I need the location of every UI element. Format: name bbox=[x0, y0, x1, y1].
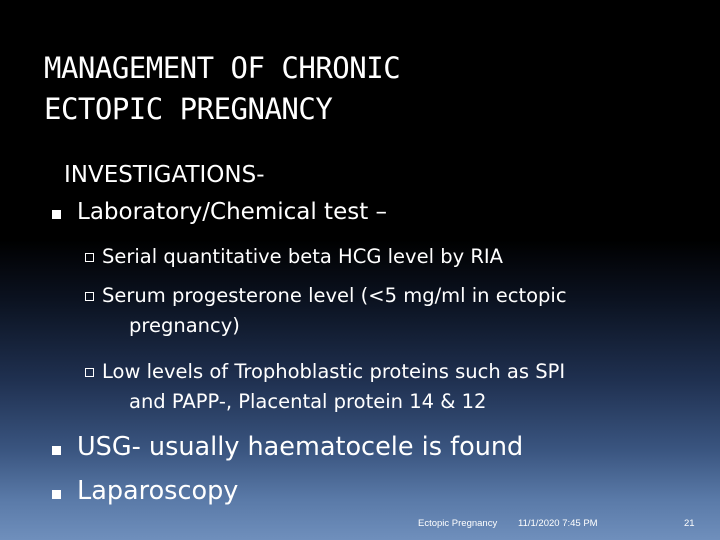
sub-bullet-trophoblastic-continued: and PAPP-, Placental protein 14 & 12 bbox=[129, 390, 487, 413]
hollow-square-icon bbox=[85, 253, 94, 262]
sub-bullet-trophoblastic: Low levels of Trophoblastic proteins such as SPI bbox=[102, 360, 566, 383]
title-line-1: MANAGEMENT OF CHRONIC bbox=[44, 51, 401, 85]
sub-bullet-progesterone: Serum progesterone level (<5 mg/ml in ectopic bbox=[102, 284, 567, 307]
bullet-laparoscopy: Laparoscopy bbox=[77, 476, 239, 506]
title-line-2: ECTOPIC PREGNANCY bbox=[44, 92, 333, 126]
footer-page-number: 21 bbox=[684, 518, 695, 529]
hollow-square-icon bbox=[85, 292, 94, 301]
footer-date: 11/1/2020 7:45 PM bbox=[518, 518, 598, 529]
footer-title: Ectopic Pregnancy bbox=[418, 518, 498, 529]
section-heading: INVESTIGATIONS- bbox=[64, 162, 265, 188]
hollow-square-icon bbox=[85, 368, 94, 377]
sub-bullet-progesterone-continued: pregnancy) bbox=[129, 314, 240, 337]
sub-bullet-hcg: Serial quantitative beta HCG level by RIA bbox=[102, 245, 503, 268]
filled-square-icon bbox=[52, 490, 61, 499]
filled-square-icon bbox=[52, 210, 61, 219]
filled-square-icon bbox=[52, 446, 61, 455]
bullet-usg: USG- usually haematocele is found bbox=[77, 432, 524, 462]
bullet-laboratory-test: Laboratory/Chemical test – bbox=[77, 199, 388, 225]
